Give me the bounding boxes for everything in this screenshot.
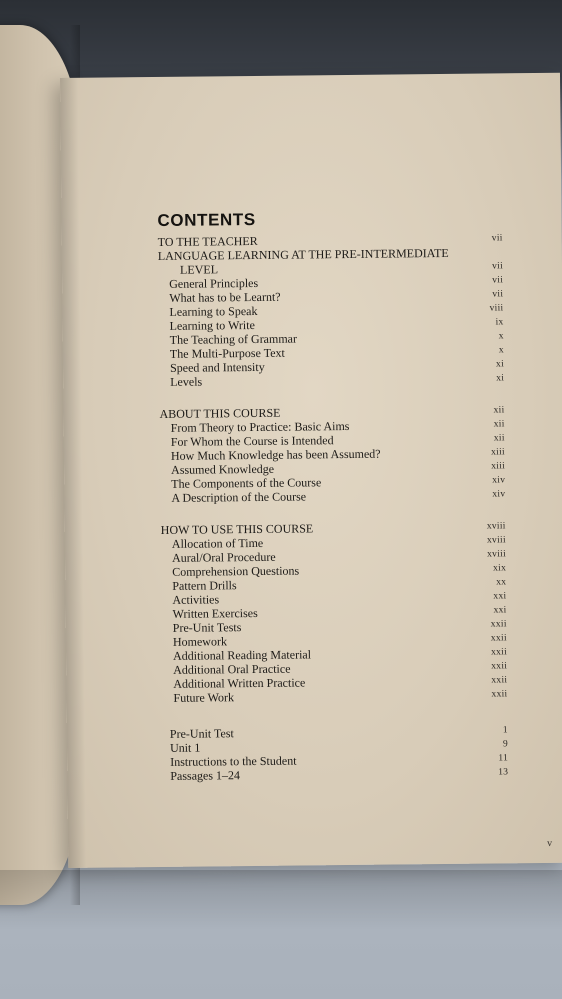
toc-entry: Future Work xxii bbox=[173, 689, 508, 705]
toc-entry: Instructions to the Student 11 bbox=[170, 753, 509, 769]
toc-entry: ABOUT THIS COURSE xii bbox=[159, 405, 505, 421]
toc-entry: Assumed Knowledge xiii bbox=[171, 461, 506, 477]
toc-entry: Levels xi bbox=[170, 373, 505, 389]
book-page bbox=[60, 73, 562, 868]
toc-entry: Pattern Drills xx bbox=[172, 577, 507, 593]
toc-entry: Pre-Unit Tests xxii bbox=[172, 619, 507, 635]
toc-entry: A Description of the Course xiv bbox=[171, 489, 506, 505]
page-title: CONTENTS bbox=[157, 209, 256, 230]
toc-entry: Additional Reading Material xxii bbox=[172, 647, 508, 663]
toc-entry: Learning to Speak viii bbox=[169, 303, 504, 319]
toc-entry: Allocation of Time xviii bbox=[171, 535, 506, 551]
toc-entry: Additional Written Practice xxii bbox=[173, 675, 508, 691]
toc-entry: TO THE TEACHER vii bbox=[157, 233, 503, 249]
toc-entry: Unit 1 9 bbox=[169, 739, 509, 755]
toc-entry: What has to be Learnt? vii bbox=[169, 289, 504, 305]
toc-entry: Learning to Write ix bbox=[169, 317, 504, 333]
page-number: v bbox=[546, 837, 553, 849]
toc-entry: LANGUAGE LEARNING AT THE PRE-INTERMEDIATE LEVEL vii bbox=[157, 245, 504, 277]
toc-entry: General Principles vii bbox=[169, 275, 504, 291]
table-of-contents bbox=[158, 231, 509, 783]
toc-entry: Speed and Intensity xi bbox=[169, 359, 505, 375]
toc-entry: Written Exercises xxi bbox=[172, 605, 507, 621]
toc-entry: Homework xxii bbox=[172, 633, 507, 649]
toc-entry: Additional Oral Practice xxii bbox=[173, 661, 508, 677]
toc-entry: Aural/Oral Procedure xviii bbox=[171, 549, 507, 565]
toc-entry: HOW TO USE THIS COURSE xviii bbox=[160, 521, 506, 537]
toc-entry: For Whom the Course is Intended xii bbox=[170, 433, 505, 449]
toc-entry: Activities xxi bbox=[172, 591, 507, 607]
toc-entry: The Multi-Purpose Text x bbox=[169, 345, 504, 361]
toc-entry: Comprehension Questions xix bbox=[172, 563, 507, 579]
desk-shadow bbox=[0, 870, 562, 930]
toc-entry: Passages 1–24 13 bbox=[170, 767, 509, 783]
toc-entry: From Theory to Practice: Basic Aims xii bbox=[170, 418, 505, 435]
toc-entry: The Teaching of Grammar x bbox=[169, 331, 504, 347]
toc-entry: The Components of the Course xiv bbox=[171, 475, 506, 491]
toc-entry: Pre-Unit Test 1 bbox=[169, 725, 508, 741]
toc-entry: How Much Knowledge has been Assumed? xiii bbox=[170, 446, 505, 463]
